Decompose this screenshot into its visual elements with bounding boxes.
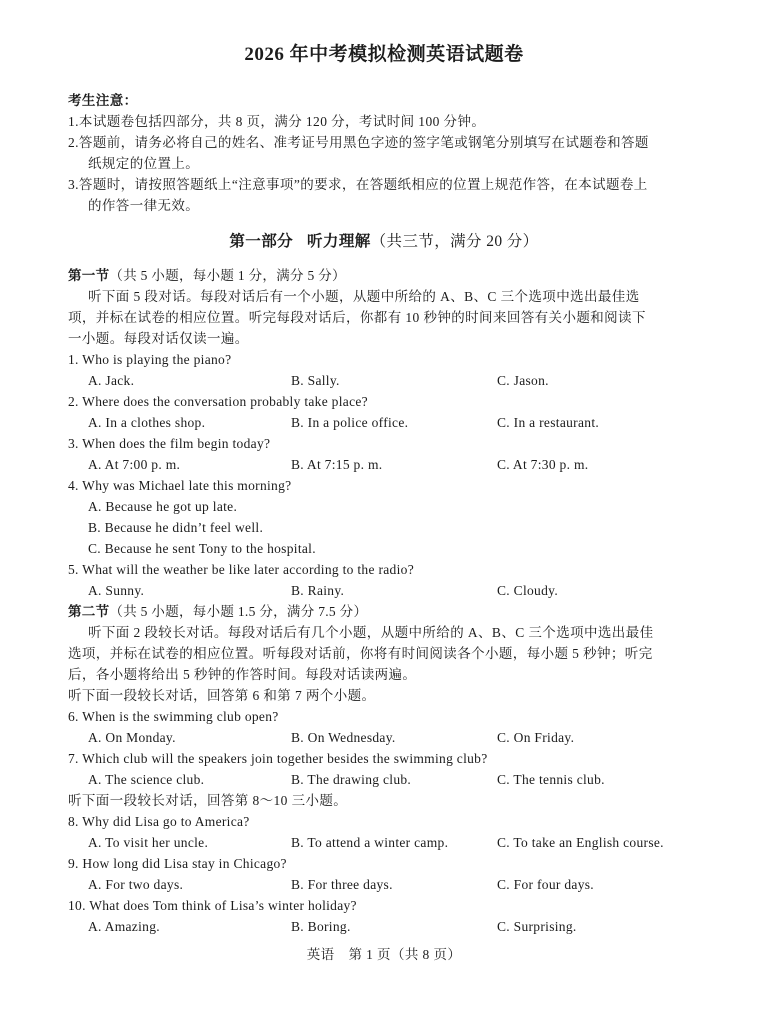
question-stem [68, 895, 694, 916]
option-b: B. Boring. [291, 918, 351, 934]
question-text: Why did Lisa go to America? [82, 813, 250, 829]
option-b: B. Because he didn’t feel well. [88, 519, 264, 535]
dialogue-intro: 听下面一段较长对话，回答第 8～10 三小题。 [68, 792, 348, 808]
question-options [68, 580, 694, 601]
question-text: Why was Michael late this morning? [82, 477, 292, 493]
question-text: Who is playing the piano? [82, 351, 232, 367]
option-b: B. The drawing club. [291, 771, 412, 787]
question-options [68, 412, 694, 433]
option-c: C. At 7:30 p. m. [497, 456, 589, 472]
question-number: 2. [68, 393, 79, 409]
question-number: 3. [68, 435, 79, 451]
question-text: What does Tom think of Lisa’s winter holiday? [89, 897, 357, 913]
question-number: 8. [68, 813, 79, 829]
option-c: C. The tennis club. [497, 771, 605, 787]
question-stem [68, 559, 694, 580]
option-b: B. Sally. [291, 372, 340, 388]
question-stem [68, 349, 694, 370]
option-a: A. The science club. [88, 771, 205, 787]
section-heading [68, 601, 694, 622]
option-b: B. On Wednesday. [291, 729, 396, 745]
option-b: B. To attend a winter camp. [291, 834, 449, 850]
option-a: A. Sunny. [88, 582, 145, 598]
question-options [68, 832, 694, 853]
option-c: C. Cloudy. [497, 582, 559, 598]
question-options [68, 874, 694, 895]
question-text: When does the film begin today? [82, 435, 271, 451]
notice-item: 1.本试题卷包括四部分，共 8 页，满分 120 分，考试时间 100 分钟。 [68, 114, 486, 129]
section-heading [68, 265, 694, 286]
question-options [68, 727, 694, 748]
section-instructions: 听下面 2 段较长对话。每段对话后有几个小题，从题中所给的 A、B、C 三个选项中选出最佳 选项，并标在试卷的相应位置。听每段对话前，你将有时间阅读各个小题，每小题 5 秒钟；听完 后，各小题将给出 5 秒钟的作答时间。每段对话读两遍。 [68, 624, 654, 682]
notice-item: 2.答题前，请务必将自己的姓名、准考证号用黑色字迹的签字笔或钢笔分别填写在试题卷和答题 纸规定的位置上。 [68, 135, 649, 171]
option-a: A. For two days. [88, 876, 184, 892]
notice-heading: 考生注意： [68, 93, 138, 108]
question-number: 9. [68, 855, 79, 871]
question-stem [68, 706, 694, 727]
part-heading [0, 230, 768, 254]
question-stem [68, 853, 694, 874]
option-c: C. In a restaurant. [497, 414, 600, 430]
option-c: C. On Friday. [497, 729, 575, 745]
question-number: 5. [68, 561, 79, 577]
question-text: How long did Lisa stay in Chicago? [82, 855, 287, 871]
question-number: 1. [68, 351, 79, 367]
question-number: 6. [68, 708, 79, 724]
question-text: When is the swimming club open? [82, 708, 279, 724]
option-a: A. On Monday. [88, 729, 176, 745]
option-a: A. At 7:00 p. m. [88, 456, 181, 472]
dialogue-intro: 听下面一段较长对话，回答第 6 和第 7 两个小题。 [68, 687, 376, 703]
question-area [68, 265, 694, 937]
option-a: A. In a clothes shop. [88, 414, 206, 430]
option-c: C. For four days. [497, 876, 594, 892]
question-text: Which club will the speakers join together besides the swimming club? [82, 750, 488, 766]
question-text: Where does the conversation probably take place? [82, 393, 368, 409]
notice-item: 3.答题时，请按照答题纸上“注意事项”的要求，在答题纸相应的位置上规范作答，在本试题卷上 的作答一律无效。 [68, 177, 648, 213]
option-b: B. In a police office. [291, 414, 409, 430]
option-c: C. Surprising. [497, 918, 577, 934]
question-stem [68, 475, 694, 496]
part-name: 听力理解 [307, 233, 371, 250]
option-c: C. To take an English course. [497, 834, 664, 850]
option-a: A. To visit her uncle. [88, 834, 209, 850]
option-b: B. At 7:15 p. m. [291, 456, 383, 472]
part-note: （共三节，满分 20 分） [370, 233, 539, 250]
option-b: B. For three days. [291, 876, 393, 892]
page-title: 2026 年中考模拟检测英语试题卷 [244, 44, 524, 65]
question-stem [68, 433, 694, 454]
question-number: 7. [68, 750, 79, 766]
question-stem [68, 748, 694, 769]
question-options [68, 370, 694, 391]
question-text: What will the weather be like later according to the radio? [82, 561, 414, 577]
option-c: C. Because he sent Tony to the hospital. [88, 540, 316, 556]
candidate-notice [68, 90, 694, 216]
option-c: C. Jason. [497, 372, 549, 388]
section-note: （共 5 小题，每小题 1.5 分，满分 7.5 分） [109, 603, 368, 619]
question-options [68, 769, 694, 790]
part-label: 第一部分 [229, 233, 294, 250]
question-options [68, 916, 694, 937]
question-number: 10. [68, 897, 86, 913]
section-instructions: 听下面 5 段对话。每段对话后有一个小题，从题中所给的 A、B、C 三个选项中选出最佳选 项，并标在试卷的相应位置。听完每段对话后，你都有 10 秒钟的时间来回答有关小题和阅读下 一小题。每段对话仅读一遍。 [68, 288, 646, 346]
page-footer: 英语 第 1 页（共 8 页） [306, 947, 462, 962]
option-a: A. Jack. [88, 372, 135, 388]
question-options [68, 454, 694, 475]
option-a: A. Amazing. [88, 918, 160, 934]
option-a: A. Because he got up late. [88, 498, 238, 514]
question-number: 4. [68, 477, 79, 493]
option-b: B. Rainy. [291, 582, 345, 598]
section-label: 第一节 [68, 267, 110, 283]
section-note: （共 5 小题，每小题 1 分，满分 5 分） [109, 267, 346, 283]
section-label: 第二节 [68, 603, 110, 619]
question-stem [68, 811, 694, 832]
question-stem [68, 391, 694, 412]
